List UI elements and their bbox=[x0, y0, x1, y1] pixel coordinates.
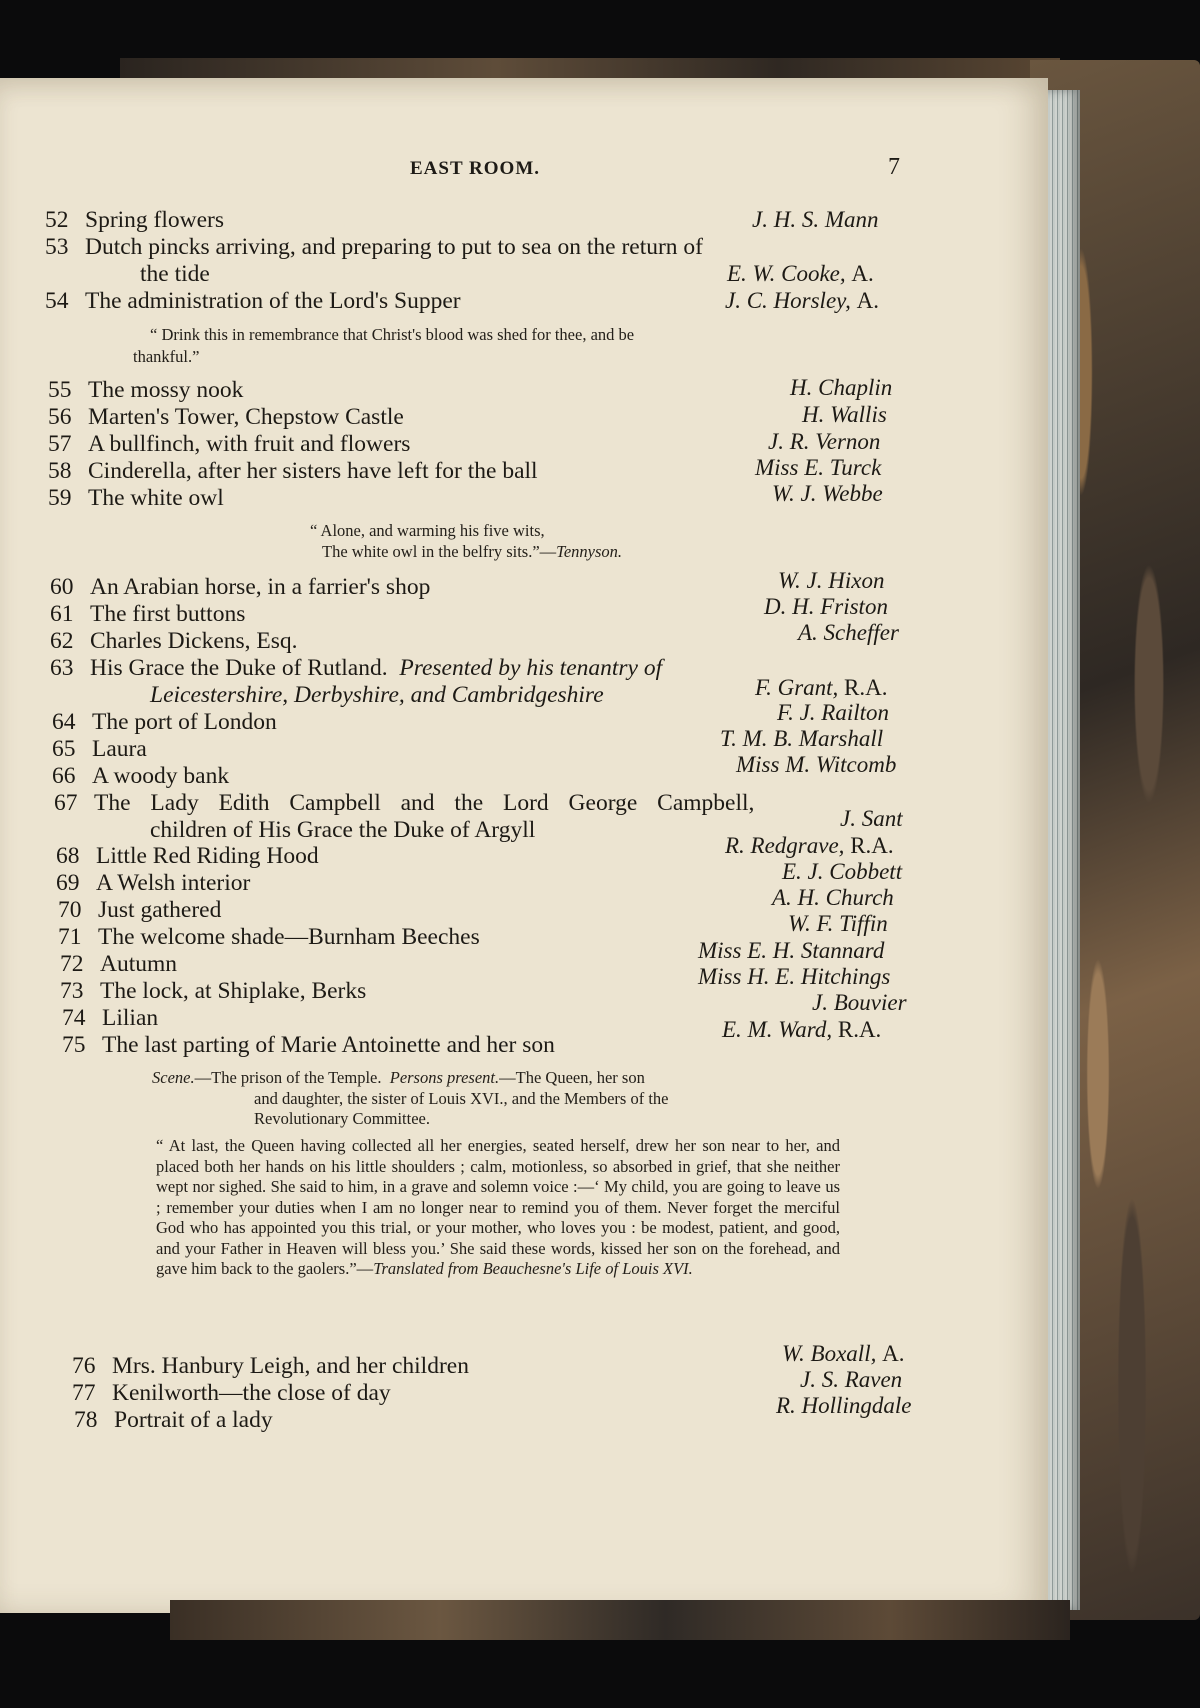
entry-title: His Grace the Duke of Rutland. bbox=[90, 655, 388, 681]
entry-artist: R. Redgrave, R.A. bbox=[725, 833, 894, 858]
entry-title: The administration of the Lord's Supper bbox=[85, 288, 461, 314]
entry-number: 75 bbox=[62, 1032, 86, 1058]
entry-artist: E. J. Cobbett bbox=[782, 859, 903, 884]
catalogue-entry bbox=[54, 790, 754, 817]
entry-title: The lock, at Shiplake, Berks bbox=[100, 978, 367, 1004]
catalogue-entry bbox=[48, 458, 538, 485]
entry-number: 66 bbox=[52, 763, 76, 789]
entry-artist: E. M. Ward, R.A. bbox=[722, 1017, 882, 1042]
entry-artist: H. Wallis bbox=[802, 402, 887, 427]
entry-number: 77 bbox=[72, 1380, 96, 1406]
entry-number: 76 bbox=[72, 1353, 96, 1379]
entry-artist: E. W. Cooke, A. bbox=[727, 261, 874, 286]
entry-number: 65 bbox=[52, 736, 76, 762]
entry-artist: F. J. Railton bbox=[777, 700, 890, 725]
epigraph-line: The white owl in the belfry sits.”—Tennyson. bbox=[322, 542, 623, 561]
entry-number: 55 bbox=[48, 377, 72, 403]
entry-artist: T. M. B. Marshall bbox=[720, 726, 884, 751]
catalogue-entry bbox=[48, 431, 410, 458]
entry-artist: Miss M. Witcomb bbox=[736, 752, 897, 777]
entry-title: The last parting of Marie Antoinette and her son bbox=[102, 1032, 555, 1058]
entry-number: 60 bbox=[50, 574, 74, 600]
entry-number: 71 bbox=[58, 924, 82, 950]
scene-description: Scene.—The prison of the Temple. Persons present.—The Queen, her son and daughter, the sister of Louis XVI., and the Members of the Revolutionary Committee. bbox=[152, 1068, 669, 1128]
catalogue-entry bbox=[52, 736, 147, 763]
entry-artist: Miss E. Turck bbox=[755, 455, 882, 480]
entry-artist: W. F. Tiffin bbox=[788, 911, 888, 936]
entry-number: 61 bbox=[50, 601, 74, 627]
entry-title: The Lady Edith Campbell and the Lord George Campbell, bbox=[94, 790, 755, 816]
entry-artist: W. J. Hixon bbox=[778, 568, 885, 593]
entry-artist: J. R. Vernon bbox=[768, 429, 881, 454]
entry-number: 69 bbox=[56, 870, 80, 896]
catalogue-entry bbox=[45, 207, 224, 234]
epigraph-line: “ Alone, and warming his five wits, bbox=[310, 521, 545, 540]
catalogue-entry bbox=[56, 843, 319, 870]
entry-number: 53 bbox=[45, 234, 69, 260]
entry-title: Cinderella, after her sisters have left for the ball bbox=[88, 458, 538, 484]
entry-number: 73 bbox=[60, 978, 84, 1004]
entry-artist: Miss E. H. Stannard bbox=[698, 938, 885, 963]
entry-title: Marten's Tower, Chepstow Castle bbox=[88, 404, 404, 430]
entry-number: 62 bbox=[50, 628, 74, 654]
entry-title: The white owl bbox=[88, 485, 224, 511]
entry-number: 63 bbox=[50, 655, 74, 681]
entry-title: Kenilworth—the close of day bbox=[112, 1380, 391, 1406]
entry-artist: Miss H. E. Hitchings bbox=[698, 964, 891, 989]
entry-artist: J. C. Horsley, A. bbox=[725, 288, 879, 313]
catalogue-entry bbox=[50, 601, 245, 628]
catalogue-entry bbox=[52, 709, 277, 736]
entry-title: Charles Dickens, Esq. bbox=[90, 628, 298, 654]
entry-number: 64 bbox=[52, 709, 76, 735]
entry-title: An Arabian horse, in a farrier's shop bbox=[90, 574, 431, 600]
entry-title-continued: children of His Grace the Duke of Argyll bbox=[150, 817, 536, 843]
catalogue-entry bbox=[50, 628, 298, 655]
entry-number: 72 bbox=[60, 951, 84, 977]
entry-artist: J. S. Raven bbox=[800, 1367, 903, 1392]
catalogue-entry bbox=[74, 1407, 273, 1434]
entry-number: 68 bbox=[56, 843, 80, 869]
entry-title: The first buttons bbox=[90, 601, 246, 627]
entry-title: Portrait of a lady bbox=[114, 1407, 273, 1433]
entry-artist: W. Boxall, A. bbox=[782, 1341, 905, 1366]
entry-artist: R. Hollingdale bbox=[776, 1393, 912, 1418]
entry-title: Lilian bbox=[102, 1005, 159, 1031]
entry-number: 78 bbox=[74, 1407, 98, 1433]
entry-title: Just gathered bbox=[98, 897, 222, 923]
catalogue-entry bbox=[50, 655, 662, 682]
entry-number: 52 bbox=[45, 207, 69, 233]
entry-number: 57 bbox=[48, 431, 72, 457]
catalogue-entry bbox=[45, 234, 703, 261]
entry-title: The welcome shade—Burnham Beeches bbox=[98, 924, 480, 950]
entry-number: 59 bbox=[48, 485, 72, 511]
entry-artist: F. Grant, R.A. bbox=[755, 675, 888, 700]
entry-number: 70 bbox=[58, 897, 82, 923]
catalogue-entry bbox=[45, 288, 461, 315]
entry-number: 74 bbox=[62, 1005, 86, 1031]
entry-title: A Welsh interior bbox=[96, 870, 251, 896]
catalogue-entry bbox=[50, 574, 430, 601]
entry-number: 56 bbox=[48, 404, 72, 430]
entry-title: The mossy nook bbox=[88, 377, 244, 403]
catalogue-entry bbox=[60, 978, 366, 1005]
entry-title: The port of London bbox=[92, 709, 277, 735]
entry-title: Spring flowers bbox=[85, 207, 225, 233]
page-number: 7 bbox=[888, 154, 900, 180]
entry-title-continued: the tide bbox=[140, 261, 210, 287]
entry-title: A bullfinch, with fruit and flowers bbox=[88, 431, 411, 457]
entry-title-italic: Presented by his tenantry of bbox=[399, 655, 663, 681]
entry-artist: W. J. Webbe bbox=[772, 481, 883, 506]
entry-number: 58 bbox=[48, 458, 72, 484]
room-title: EAST ROOM. bbox=[410, 158, 541, 179]
running-head bbox=[0, 154, 1048, 188]
entry-number: 67 bbox=[54, 790, 78, 816]
catalogue-entry bbox=[72, 1353, 469, 1380]
catalogue-entry bbox=[62, 1005, 158, 1032]
entry-artist: A. Scheffer bbox=[798, 620, 899, 645]
catalogue-entry bbox=[48, 377, 243, 404]
entry-title-continued: Leicestershire, Derbyshire, and Cambridgeshire bbox=[150, 682, 604, 708]
entry-artist: J. Sant bbox=[840, 806, 903, 831]
entry-title: Autumn bbox=[100, 951, 178, 977]
catalogue-entry bbox=[62, 1032, 555, 1059]
entry-artist: J. Bouvier bbox=[812, 990, 907, 1015]
entry-artist: J. H. S. Mann bbox=[752, 207, 879, 232]
entry-title: Dutch pincks arriving, and preparing to put to sea on the return of bbox=[85, 234, 704, 260]
catalogue-entry bbox=[60, 951, 177, 978]
entry-artist: D. H. Friston bbox=[764, 594, 888, 619]
catalogue-entry bbox=[48, 485, 224, 512]
historical-quote: “ At last, the Queen having collected all her energies, seated herself, drew her son near to her, and placed both her hands on his little shoulders ; calm, motionless, so absorbed in grief, that she neither wept nor sighed. She said to him, in a grave and solemn voice :—‘ My child, you are going to leave us ; remember your duties when I am no longer near to remind you of them. Never forget the merciful God who has appointed you this trial, or your mother, who loves you : be modest, patient, and good, and your Father in Heaven will bless you.’ She said these words, kissed her son on the forehead, and gave him back to the gaolers.”—Translated from Beauchesne's Life of Louis XVI. bbox=[156, 1136, 840, 1278]
entry-title: Laura bbox=[92, 736, 147, 762]
entry-artist: A. H. Church bbox=[772, 885, 894, 910]
epigraph-line: “ Drink this in remembrance that Christ's blood was shed for thee, and be bbox=[150, 325, 635, 344]
catalogue-entry bbox=[58, 897, 221, 924]
entry-title: Little Red Riding Hood bbox=[96, 843, 319, 869]
entry-artist: H. Chaplin bbox=[790, 375, 893, 400]
catalogue-entry bbox=[72, 1380, 391, 1407]
book-cover-bottom bbox=[170, 1600, 1070, 1640]
entry-number: 54 bbox=[45, 288, 69, 314]
catalogue-entry bbox=[48, 404, 404, 431]
epigraph-line: thankful.” bbox=[133, 347, 200, 366]
catalogue-entry bbox=[56, 870, 250, 897]
entry-title: A woody bank bbox=[92, 763, 230, 789]
catalogue-entry bbox=[52, 763, 229, 790]
entry-title: Mrs. Hanbury Leigh, and her children bbox=[112, 1353, 469, 1379]
catalogue-entry bbox=[58, 924, 480, 951]
